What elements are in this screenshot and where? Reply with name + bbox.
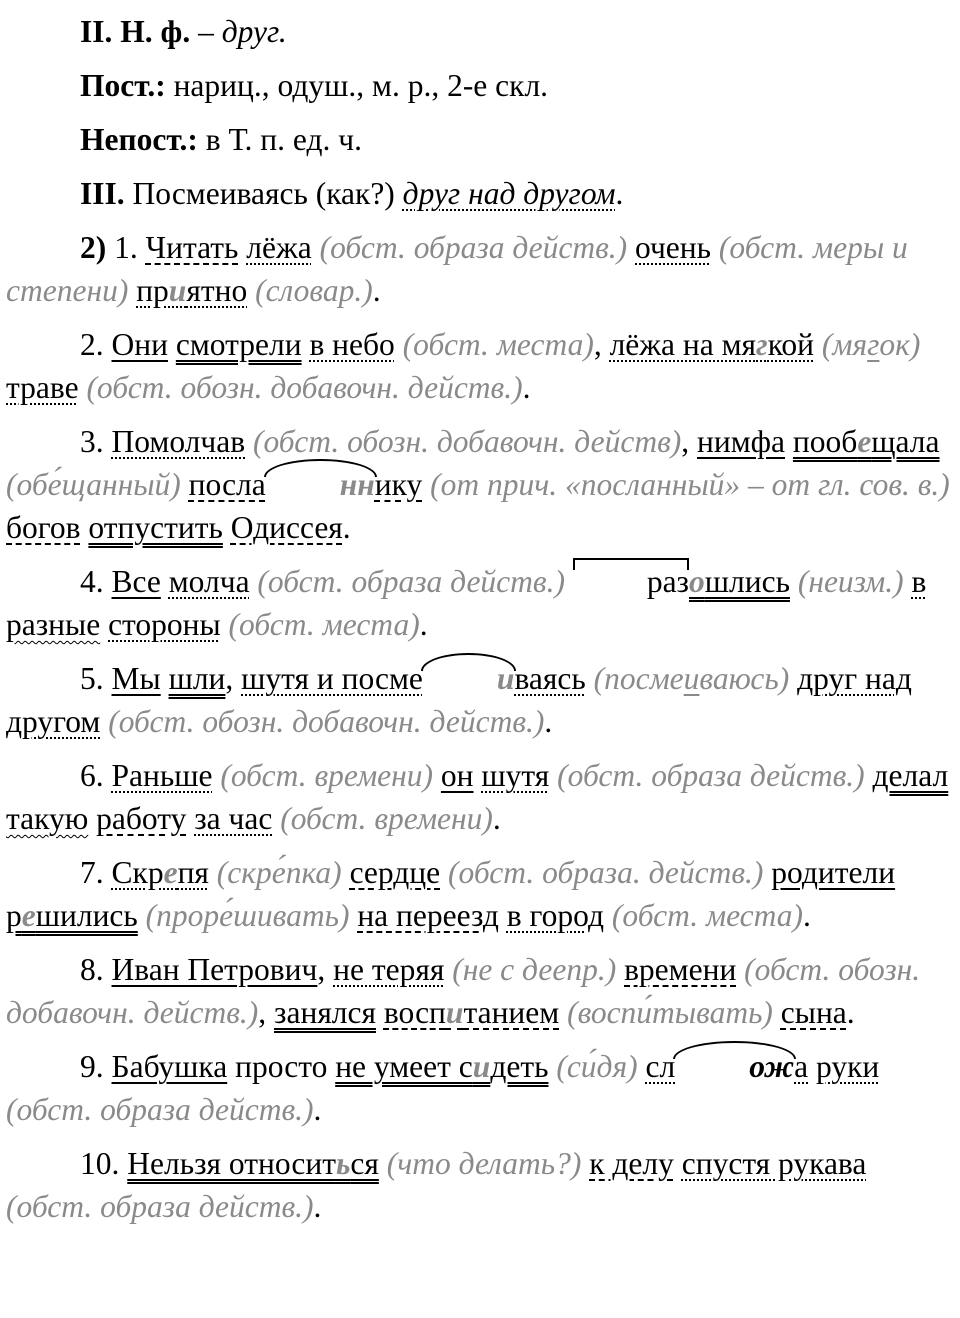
s3-w7: Одиссея bbox=[230, 510, 343, 545]
s1-w4b: и bbox=[168, 273, 187, 308]
s2-w2: смотрели bbox=[175, 327, 302, 362]
s4-c3: (обст. места) bbox=[228, 607, 420, 642]
sentence-4 bbox=[6, 560, 954, 646]
s8-w6: сына bbox=[780, 995, 847, 1030]
post-value: нариц., одуш., м. р., 2-е скл. bbox=[165, 68, 549, 103]
s1-w1: Читать bbox=[145, 230, 239, 265]
s8-w5b: и bbox=[445, 995, 464, 1030]
s5-w1: Мы bbox=[111, 661, 161, 696]
s3-w3a: пооб bbox=[792, 424, 858, 459]
s2-c2a: (мя bbox=[821, 327, 868, 362]
s3-w2: нимфа bbox=[697, 424, 786, 459]
nepost-label: Непост.: bbox=[80, 122, 198, 157]
s9-w2a: не умеет с bbox=[335, 1049, 473, 1084]
s6-c1: (обст. времени) bbox=[220, 758, 434, 793]
sentence-3: 3. Помолчав (обст. обозн. добавочн. действ), нимфа пообещала (обе́щанный) посла ннику (от прич. «посланный» – от гл. сов. в.) богов отпустить Одиссея. bbox=[6, 424, 950, 545]
s4-c2: (неизм.) bbox=[797, 564, 904, 599]
s9-w4: руки bbox=[816, 1049, 880, 1084]
s3-w4c: ику bbox=[374, 467, 423, 502]
s4-w2: молча bbox=[168, 564, 250, 599]
s2-w1: Они bbox=[111, 327, 168, 362]
s7-c1: (скре́пка) bbox=[216, 855, 342, 890]
s9-w3a: сл bbox=[645, 1049, 676, 1084]
s4-end: . bbox=[419, 607, 428, 642]
s6-w7: за час bbox=[194, 801, 273, 836]
s2-w4b: г bbox=[756, 327, 768, 362]
s9-w2 bbox=[335, 1049, 548, 1084]
s4-w4: в bbox=[911, 564, 927, 599]
s5-w3b: и bbox=[423, 657, 515, 700]
s5-num: 5. bbox=[80, 661, 112, 696]
s4-w3c: шлись bbox=[704, 564, 790, 599]
s2-w3: в небо bbox=[309, 327, 395, 362]
s2-end: . bbox=[522, 370, 531, 405]
s7-w3: родители bbox=[771, 855, 896, 890]
s7-w5: на переезд bbox=[357, 898, 499, 933]
s8-w3: времени bbox=[624, 952, 737, 987]
s2-num: 2. bbox=[80, 327, 112, 362]
s7-num: 7. bbox=[80, 855, 112, 890]
s5-c1c: ваюсь) bbox=[699, 661, 790, 696]
s1-w3: очень bbox=[635, 230, 711, 265]
s7-w6: в город bbox=[506, 898, 605, 933]
s5-end: . bbox=[544, 704, 553, 739]
post-label: Пост.: bbox=[80, 68, 166, 103]
nf-line bbox=[6, 10, 954, 53]
s10-num: 10. bbox=[80, 1146, 128, 1181]
s10-c2: (обст. образа действ.) bbox=[6, 1189, 314, 1224]
s8-w5a: восп bbox=[383, 995, 446, 1030]
nepost-line bbox=[6, 118, 954, 161]
s9-w3c: а bbox=[794, 1049, 809, 1084]
s3-w4a: посла bbox=[188, 467, 266, 502]
s4-c1: (обст. образа действ.) bbox=[257, 564, 565, 599]
s4-w3b: о bbox=[689, 564, 705, 599]
s4-num: 4. bbox=[80, 564, 112, 599]
s5-c2: (обст. обозн. добавочн. действ.) bbox=[108, 704, 545, 739]
s7-c2: (обст. образа. действ.) bbox=[448, 855, 764, 890]
s9-c2: (обст. образа действ.) bbox=[6, 1092, 314, 1127]
nf-value: друг. bbox=[221, 14, 287, 49]
s9-w2c: деть bbox=[490, 1049, 549, 1084]
s7-w1b: е bbox=[163, 855, 178, 890]
s1-c1: (обст. образа действ.) bbox=[319, 230, 628, 265]
s1-c2: (обст. меры и степени) bbox=[6, 230, 908, 308]
s6-w4: делал bbox=[872, 758, 949, 793]
s5-w3 bbox=[241, 661, 586, 696]
sentence-5: 5. Мы шли, шутя и посме иваясь (посмеиваюсь) друг над другом (обст. обозн. добавочн. действ.). bbox=[6, 657, 954, 743]
s10-w1c: ся bbox=[350, 1146, 379, 1181]
post-line bbox=[6, 64, 954, 107]
s5-w3a: шутя и посме bbox=[241, 661, 423, 696]
s8-w2: не теряя bbox=[333, 952, 445, 987]
s7-w2: сердце bbox=[349, 855, 441, 890]
sentence-6 bbox=[6, 754, 954, 840]
s10-w2: к делу bbox=[589, 1146, 674, 1181]
s5-c1b: и bbox=[683, 661, 700, 696]
s10-c1: (что делать?) bbox=[386, 1146, 582, 1181]
s7-w1c: пя bbox=[177, 855, 209, 890]
nf-label: II. Н. ф. bbox=[80, 14, 191, 49]
s6-w6: работу bbox=[96, 801, 187, 836]
s3-num: 3. bbox=[80, 424, 112, 459]
s9-w2b: и bbox=[472, 1049, 491, 1084]
s7-w1a: Скр bbox=[111, 855, 164, 890]
s7-w4a: р bbox=[6, 898, 22, 933]
s6-w2: он bbox=[440, 758, 474, 793]
section3-line bbox=[6, 172, 954, 215]
s4-w3a: раз bbox=[573, 560, 689, 603]
section3-end: . bbox=[615, 176, 624, 211]
s1-w2: лёжа bbox=[246, 230, 312, 265]
s5-c1a: (посме bbox=[593, 661, 684, 696]
s6-w3: шутя bbox=[481, 758, 550, 793]
s6-w5: такую bbox=[6, 801, 89, 836]
s8-w5 bbox=[384, 995, 559, 1030]
s6-c3: (обст. времени) bbox=[280, 801, 493, 836]
section3-phrase: друг над другом bbox=[402, 176, 616, 211]
s9-w3 bbox=[646, 1049, 809, 1084]
s9-num: 9. bbox=[80, 1049, 112, 1084]
s9-c1: (си́дя) bbox=[556, 1049, 638, 1084]
s8-num: 8. bbox=[80, 952, 112, 987]
s10-end: . bbox=[313, 1189, 322, 1224]
s10-w1b: ь bbox=[335, 1146, 351, 1181]
s1-w4a: пр bbox=[136, 273, 169, 308]
s6-w1: Раньше bbox=[111, 758, 213, 793]
s2-w4c: кой bbox=[767, 327, 814, 362]
s2-c2b: г bbox=[867, 327, 880, 362]
s3-w1: Помолчав bbox=[111, 424, 246, 459]
s1-num: 1. bbox=[106, 230, 146, 265]
s7-end: . bbox=[803, 898, 811, 933]
s2-w4a: лёжа на мя bbox=[609, 327, 757, 362]
nf-dash: – bbox=[190, 14, 222, 49]
s6-end: . bbox=[492, 801, 501, 836]
sentence-10 bbox=[6, 1142, 954, 1228]
s3-w3 bbox=[793, 424, 940, 459]
s3-end: . bbox=[342, 510, 351, 545]
section3-label: III. bbox=[80, 176, 125, 211]
sentence-2: 2. Они смотрели в небо (обст. места), лёжа на мягкой (мягок) траве (обст. обозн. добавочн. действ.). bbox=[6, 327, 921, 405]
s5-w2: шли bbox=[168, 661, 226, 696]
s4-w5: разные bbox=[6, 607, 101, 642]
s3-w3c: щала bbox=[871, 424, 940, 459]
s3-w5: богов bbox=[6, 510, 81, 545]
s8-w5c: танием bbox=[463, 995, 560, 1030]
s3-c3: (от прич. «посланный» – от гл. сов. в.) bbox=[430, 467, 950, 502]
section3-text: Посмеиваясь (как?) bbox=[124, 176, 403, 211]
s3-c2: (обе́щанный) bbox=[6, 467, 181, 502]
s3-c1: (обст. обозн. добавочн. действ) bbox=[252, 424, 682, 459]
s4-w1: Все bbox=[111, 564, 161, 599]
s8-w4: занялся bbox=[274, 995, 376, 1030]
s2-c1: (обст. места) bbox=[402, 327, 594, 362]
sentence-8: 8. Иван Петрович, не теряя (не с деепр.) времени (обст. обозн. добавочн. действ.), занялся воспитанием (воспи́тывать) сына. bbox=[6, 952, 921, 1030]
s3-w6: отпустить bbox=[88, 510, 223, 545]
s9-mid: просто bbox=[227, 1049, 336, 1084]
s9-w3b: ож bbox=[675, 1045, 794, 1088]
s3-w3b: е bbox=[857, 424, 872, 459]
s10-w1 bbox=[127, 1146, 379, 1181]
s7-w4 bbox=[6, 898, 138, 933]
s7-w1 bbox=[112, 855, 209, 890]
s8-w1: Иван Петрович bbox=[111, 952, 318, 987]
s7-w4c: шились bbox=[35, 898, 138, 933]
s8-c2: (обст. обозн. добавочн. действ.) bbox=[6, 952, 921, 1030]
s1-c3: (словар.) bbox=[255, 273, 373, 308]
s8-c1: (не с деепр.) bbox=[452, 952, 617, 987]
s8-end: . bbox=[846, 995, 855, 1030]
sentence-9 bbox=[6, 1045, 954, 1131]
s1-end: . bbox=[372, 273, 381, 308]
s9-end: . bbox=[313, 1092, 322, 1127]
s5-c1 bbox=[594, 661, 790, 696]
s3-w4 bbox=[189, 467, 423, 502]
s7-w4b: е bbox=[21, 898, 36, 933]
s3-w4b: нн bbox=[266, 463, 375, 506]
s4-w6: стороны bbox=[108, 607, 221, 642]
s6-num: 6. bbox=[80, 758, 112, 793]
s10-w1a: Нельзя относит bbox=[127, 1146, 336, 1181]
s2-c2c: ок) bbox=[879, 327, 921, 362]
s5-w3c: ваясь bbox=[514, 661, 586, 696]
s7-c3: (проре́шивать) bbox=[145, 898, 350, 933]
s2-w5: траве bbox=[6, 370, 79, 405]
s10-w3: спустя рукава bbox=[681, 1146, 867, 1181]
s2-c3: (обст. обозн. добавочн. действ.) bbox=[86, 370, 523, 405]
nepost-value: в Т. п. ед. ч. bbox=[197, 122, 362, 157]
s8-c3: (воспи́тывать) bbox=[567, 995, 773, 1030]
s2-c2 bbox=[822, 327, 921, 362]
s9-w1: Бабушка bbox=[111, 1049, 228, 1084]
sentence-1 bbox=[6, 226, 954, 312]
s6-c2: (обст. образа действ.) bbox=[557, 758, 865, 793]
s2-w4 bbox=[610, 327, 814, 362]
s4-w3 bbox=[573, 564, 790, 599]
s7-c4: (обст. места) bbox=[611, 898, 804, 933]
s1-w4 bbox=[136, 273, 247, 308]
sentence-7 bbox=[6, 851, 954, 937]
s5-w4: друг над другом bbox=[6, 661, 912, 739]
s1-w4c: ятно bbox=[186, 273, 248, 308]
task2-label: 2) bbox=[80, 230, 107, 265]
